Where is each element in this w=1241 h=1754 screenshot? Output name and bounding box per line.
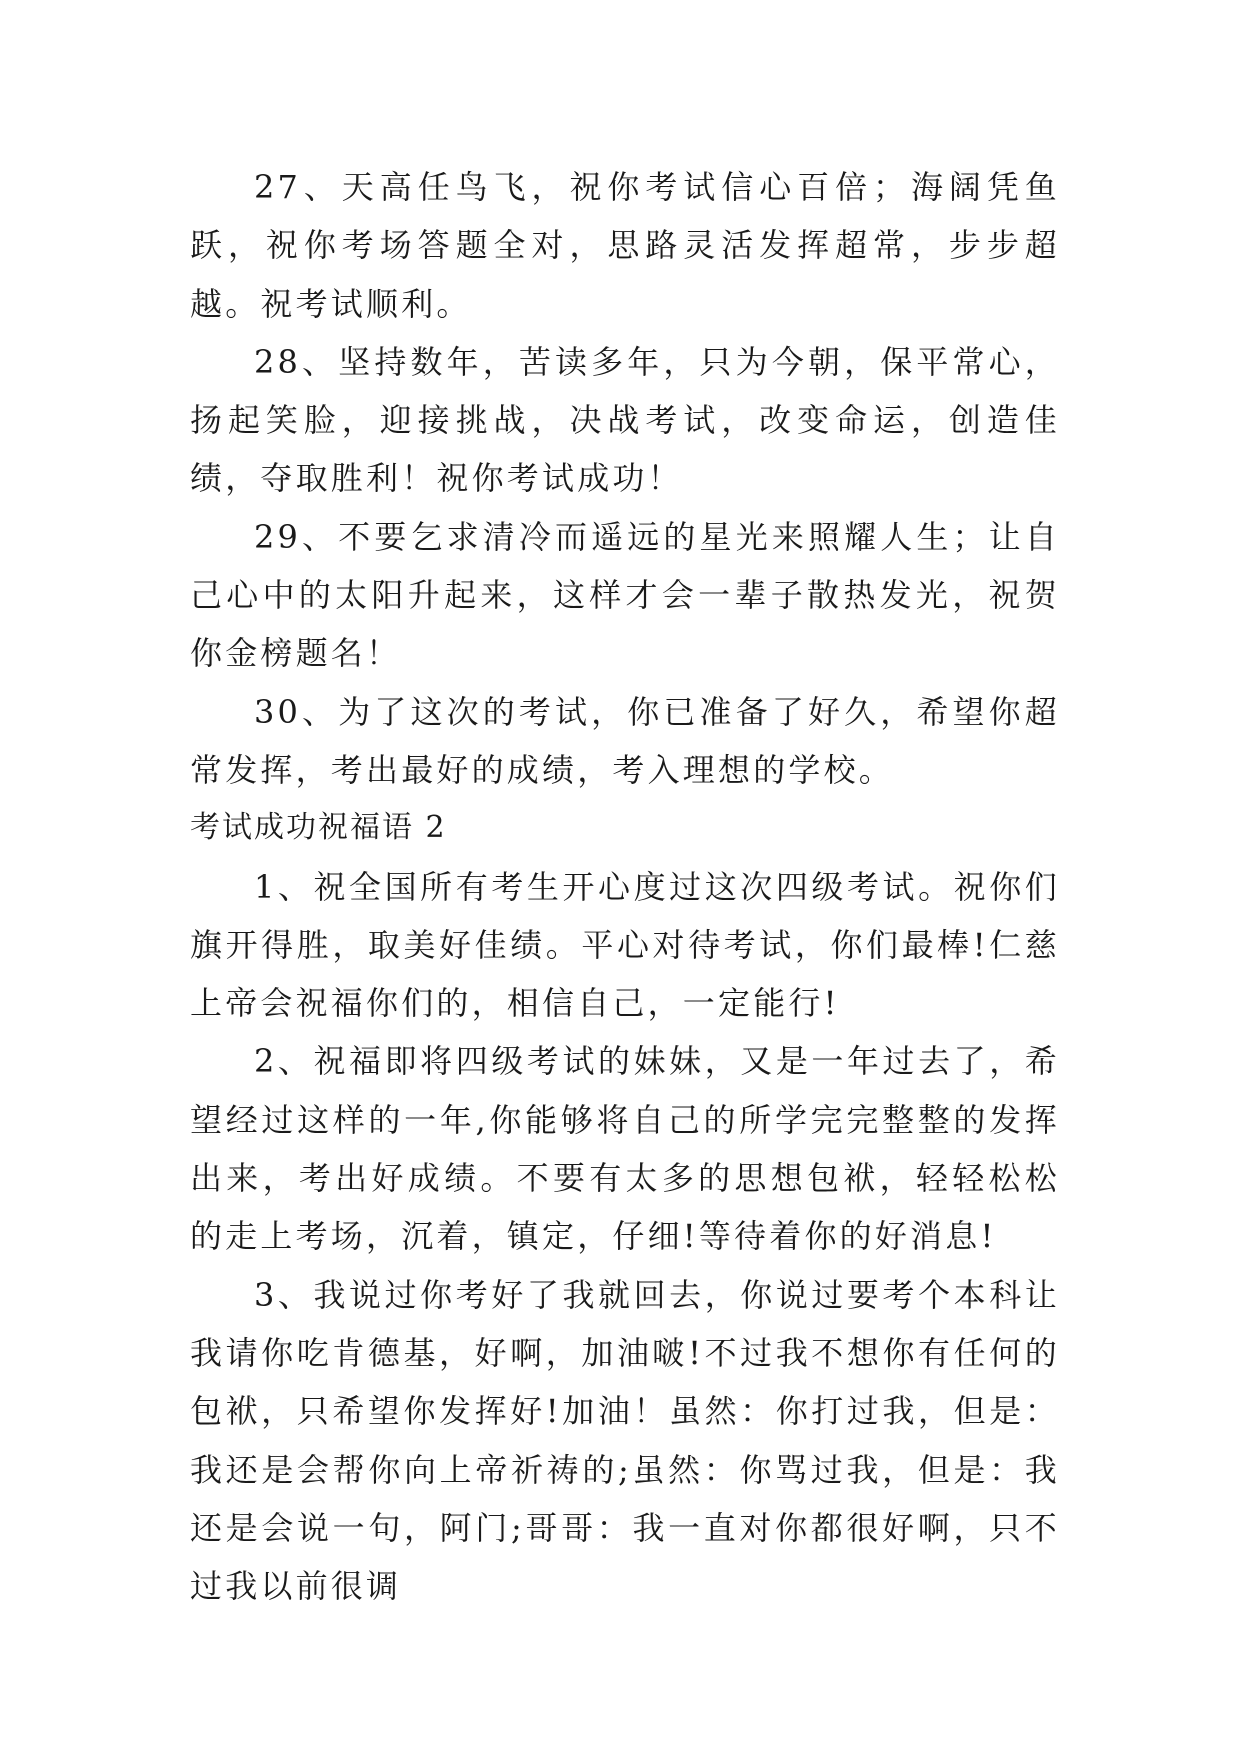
paragraph-28: 28、坚持数年，苦读多年，只为今朝，保平常心，扬起笑脸，迎接挑战，决战考试，改变命运，创造佳绩，夺取胜利！祝你考试成功！: [190, 342, 1060, 498]
paragraph-30: 30、为了这次的考试，你已准备了好久，希望你超常发挥，考出最好的成绩，考入理想的学校。: [190, 692, 1060, 789]
paragraph-27: 27、天高任鸟飞，祝你考试信心百倍；海阔凭鱼跃，祝你考场答题全对，思路灵活发挥超常，步步超越。祝考试顺利。: [190, 168, 1060, 323]
paragraph-1: 1、祝全国所有考生开心度过这次四级考试。祝你们旗开得胜，取美好佳绩。平心对待考试，你们最棒!仁慈上帝会祝福你们的，相信自己，一定能行!: [190, 867, 1060, 1023]
paragraph-2: 2、祝福即将四级考试的妹妹，又是一年过去了，希望经过这样的一年,你能够将自己的所学完完整整的发挥出来，考出好成绩。不要有太多的思想包袱，轻轻松松的走上考场，沉着，镇定，仔细!等待着你的好消息!: [190, 1042, 1060, 1256]
paragraph-3: 3、我说过你考好了我就回去，你说过要考个本科让我请你吃肯德基，好啊，加油啵!不过我不想你有任何的包袱，只希望你发挥好!加油！虽然：你打过我，但是：我还是会帮你向上帝祈祷的;虽然：你骂过我，但是：我还是会说一句，阿门;哥哥：我一直对你都很好啊，只不过我以前很调: [190, 1275, 1060, 1606]
paragraph-29: 29、不要乞求清冷而遥远的星光来照耀人生；让自己心中的太阳升起来，这样才会一辈子散热发光，祝贺你金榜题名！: [190, 517, 1060, 673]
section-heading: 考试成功祝福语 2: [190, 810, 447, 846]
document-body: [190, 158, 1060, 1615]
